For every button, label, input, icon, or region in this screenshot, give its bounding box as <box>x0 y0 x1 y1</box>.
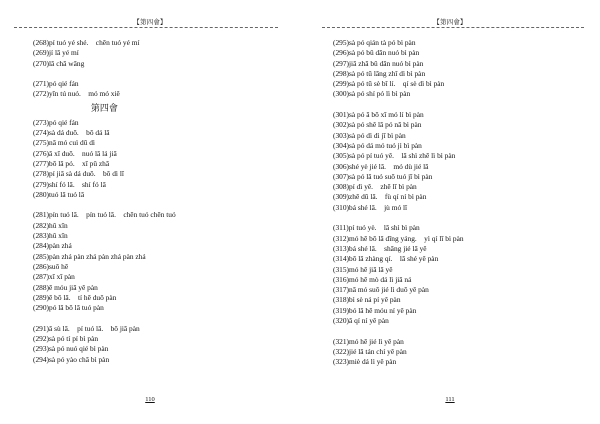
verse-line: (292)sà pó tí pí bì pàn <box>33 334 99 344</box>
verse-line: (302)sà pó shě lā pó nā bì pàn <box>333 120 422 130</box>
verse-line: (289)ē bō lā. tí hē duō pàn <box>33 292 117 302</box>
verse-group <box>33 118 176 200</box>
verse-line: (323)miè dá lì yě pàn <box>333 357 397 367</box>
verse-line: (295)sà pó qián tà pó bì pàn <box>333 38 416 47</box>
verse-line: (317)nā mó suō jié lì duō yě pàn <box>333 285 429 295</box>
page-number: 110 <box>145 396 155 403</box>
verse-line: (321)mó hē jié lì yě pàn <box>333 336 404 346</box>
verse-line: (312)mó hē bō lā dīng yáng. yì qí lī bì pàn <box>333 233 464 243</box>
verse-line: (309)zhē dū lā. fù qí ní bì pàn <box>333 192 427 202</box>
verse-line: (311)pí tuó yè. lā shì bì pàn <box>333 223 420 233</box>
verse-line: (296)sà pó bǔ dān nuó bì pàn <box>333 48 420 58</box>
verse-line: (280)tuó lā tuó lā <box>33 189 85 199</box>
verse-group <box>333 337 464 368</box>
verse-line: (281)pín tuó lā. pín tuó lā. chēn tuó chēn tuó <box>33 210 176 220</box>
verse-line: (301)sà pó ā bō xī mó lí bì pàn <box>333 110 424 120</box>
verse-line: (270)lā chā wāng <box>33 58 85 68</box>
verse-group <box>33 210 176 313</box>
verse-line: (293)sà pó nuó qié bì pàn <box>33 344 109 354</box>
verse-line: (282)hǔ xīn <box>33 220 68 230</box>
verse-line: (320)ā qí ní yě pàn <box>333 316 389 326</box>
verse-line: (294)sà pó yào chā bì pàn <box>33 354 110 364</box>
verse-line: (285)pàn zhá pàn zhá pàn zhá pàn zhá <box>33 251 146 261</box>
verse-line: (274)sà dá duō. bō dá lā <box>33 128 110 138</box>
verse-line: (313)bá shé lā. shāng jié lā yě <box>333 243 427 253</box>
verse-line: (304)sà pó dá mó tuó jì bì pàn <box>333 140 422 150</box>
verse-line: (283)hǔ xīn <box>33 231 68 241</box>
verse-line: (275)nā mó cuì dū dì <box>33 138 95 148</box>
verse-line: (303)sà pó dì dì jī bì pàn <box>333 130 406 140</box>
verse-line: (307)sà pó lā tuó suō tuó jī bì pàn <box>333 171 433 181</box>
verse-line: (318)bì sè ná pí yě pàn <box>333 295 401 305</box>
verse-list <box>33 38 176 365</box>
verse-group <box>33 324 176 365</box>
verse-line: (314)bō lā zhàng qí. lā shé yě pàn <box>333 254 439 264</box>
verse-line: (269)jí lā yé mí <box>33 48 79 58</box>
verse-list <box>333 38 464 368</box>
verse-line: (278)pí jiā sà dá duō. bō dì lī <box>33 169 124 179</box>
page-header: 【第四會】 <box>133 19 167 26</box>
verse-line: (271)pó qié fán <box>33 79 79 89</box>
header-divider <box>14 27 278 28</box>
verse-line: (298)sà pó tū lāng zhǐ dì bì pàn <box>333 68 426 78</box>
verse-line: (291)ā sù lā. pí tuó lā. bō jiā pàn <box>33 323 140 333</box>
verse-line: (279)shí fó lā. shí fó lā <box>33 179 106 189</box>
verse-line: (276)ā xī duō. nuó lā lá jiā <box>33 148 117 158</box>
verse-line: (297)jiā zhā bǔ dān nuó bì pàn <box>333 58 424 68</box>
verse-line: (316)mó hē mò dá lì jiā ná <box>333 274 412 284</box>
verse-line: (310)bá shé lā. jù mó lǐ <box>333 202 408 212</box>
verse-line: (277)bō lā pó. xī pǔ zhā <box>33 158 110 168</box>
verse-line: (272)yīn tú nuó. mó mó xiě <box>33 89 120 99</box>
verse-line: (306)shé yè jié lā. mó dù jié lā <box>333 161 429 171</box>
verse-line: (268)pí tuó yé shé. chēn tuó yé mí <box>33 38 140 47</box>
verse-line: (308)pí dì yě. zhē lī bì pàn <box>333 182 417 192</box>
verse-line: (288)ē móu jiā yě pàn <box>33 282 98 292</box>
verse-line: (315)mó hē jiā lā yě <box>333 264 393 274</box>
verse-line: (322)jié lā tán chí yě pàn <box>333 346 407 356</box>
verse-line: (319)bó lā hē móu ní yě pàn <box>333 305 417 315</box>
verse-line: (284)pàn zhá <box>33 241 72 251</box>
verse-group <box>333 38 464 100</box>
verse-line: (300)sà pó shí pó lì bì pàn <box>333 89 411 99</box>
verse-line: (287)xī xī pàn <box>33 272 75 282</box>
header-divider <box>322 27 584 28</box>
page-number: 111 <box>445 396 455 403</box>
verse-line: (286)suō hē <box>33 261 69 271</box>
verse-group <box>33 79 176 100</box>
verse-group <box>333 223 464 326</box>
verse-line: (305)sà pó pí tuó yě. lā shì zhē lì bì pàn <box>333 151 456 161</box>
verse-group <box>333 110 464 213</box>
verse-line: (290)pó lā bō lā tuó pàn <box>33 303 104 313</box>
verse-group <box>33 38 176 69</box>
verse-line: (299)sà pó tū sè bǐ lí. qí sè dì bì pàn <box>333 79 445 89</box>
page-header: 【第四會】 <box>433 19 467 26</box>
section-title: 第四會 <box>90 102 118 113</box>
verse-line: (273)pó qié fán <box>33 117 79 127</box>
